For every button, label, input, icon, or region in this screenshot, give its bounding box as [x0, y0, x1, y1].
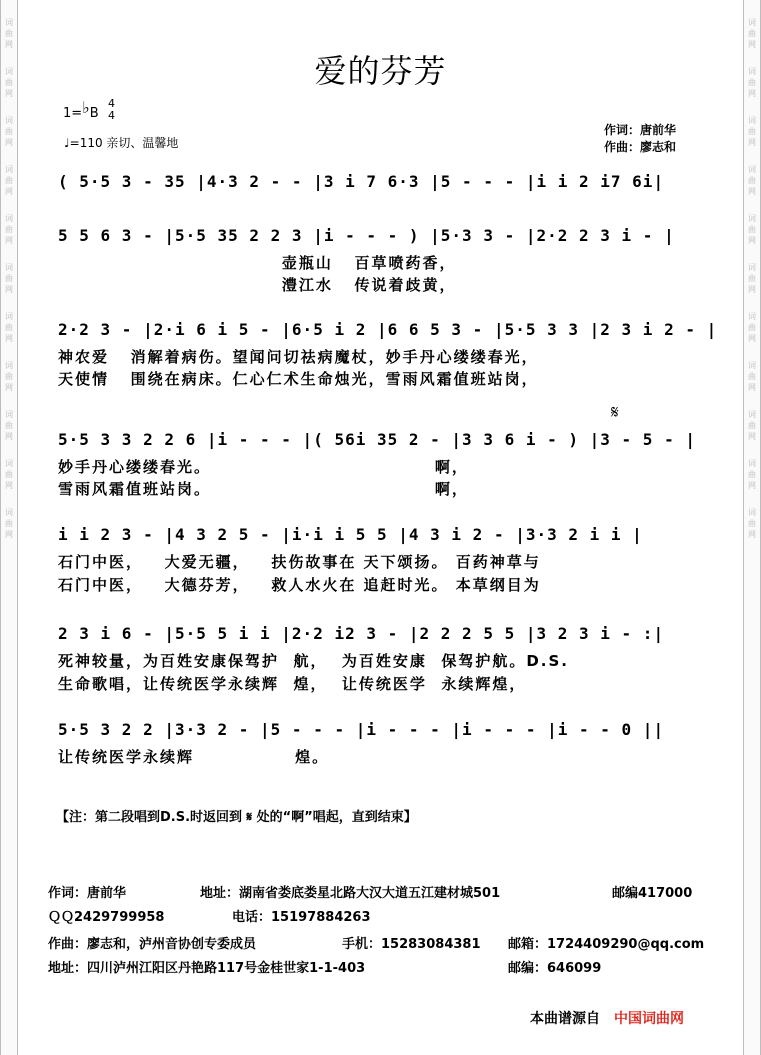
watermark-char: 词	[5, 214, 13, 223]
watermark-char: 曲	[5, 372, 13, 381]
composer: 作曲：廖志和	[604, 140, 677, 154]
lyricist-qq: ＱＱ2429799958	[48, 910, 165, 925]
watermark-char: 曲	[748, 421, 756, 430]
lyric-line-2a: 壶瓶山 百草喷药香，	[58, 254, 457, 272]
watermark-char: 网	[5, 432, 13, 441]
key-signature	[63, 98, 99, 121]
score-line-7: 5·5 3 2 2 |3·3 2 - |5 - - - |i - - - |i - - - |i - - 0 ||	[58, 720, 665, 739]
watermark-char: 网	[748, 530, 756, 539]
lyricist-phone: 电话：15197884263	[232, 910, 371, 925]
watermark-char: 网	[748, 481, 756, 490]
time-signature	[108, 98, 115, 122]
watermark-char: 词	[748, 263, 756, 272]
watermark-char: 网	[748, 334, 756, 343]
watermark-char: 网	[5, 187, 13, 196]
watermark-char: 网	[5, 481, 13, 490]
watermark-char: 网	[5, 40, 13, 49]
watermark-char: 网	[5, 138, 13, 147]
lyricist-postcode: 邮编417000	[612, 886, 693, 901]
watermark-char: 词	[748, 410, 756, 419]
performance-note: 【注：第二段唱到D.S.时返回到 𝄋 处的“啊”唱起，直到结束】	[56, 810, 417, 825]
score-line-4: 5·5 3 3 2 2 6 |i - - - |( 56i 35 2 - |3 3 6 i - ) |3 - 5 - |	[58, 430, 696, 449]
watermark-char: 曲	[748, 372, 756, 381]
watermark-char: 曲	[5, 127, 13, 136]
score-line-6: 2 3 i 6 - |5·5 5 i i |2·2 i2 3 - |2 2 2 5 5 |3 2 3 i - :|	[58, 624, 665, 643]
watermark-char: 词	[748, 361, 756, 370]
watermark-char: 网	[748, 40, 756, 49]
watermark-char: 曲	[5, 519, 13, 528]
watermark-char: 词	[748, 508, 756, 517]
watermark-char: 网	[748, 383, 756, 392]
watermark-char: 词	[5, 361, 13, 370]
right-watermark-strip	[743, 0, 761, 1055]
composer-contact: 作曲：廖志和，泸州音协创专委成员	[48, 937, 257, 952]
lyric-line-3a: 神农爱 消解着病伤。望闻问切祛病魔杖，妙手丹心缕缕春光，	[58, 348, 539, 366]
watermark-char: 曲	[5, 470, 13, 479]
watermark-char: 网	[5, 285, 13, 294]
lyric-line-4a: 妙手丹心缕缕春光。 啊，	[58, 458, 469, 476]
score-line-1: ( 5·5 3 - 35 |4·3 2 - - |3 i 7 6·3 |5 - - - |i i 2 i7 6i|	[58, 172, 665, 191]
watermark-char: 网	[5, 383, 13, 392]
watermark-char: 词	[5, 67, 13, 76]
watermark-char: 网	[748, 138, 756, 147]
watermark-char: 词	[5, 410, 13, 419]
lyricist: 作词：唐前华	[604, 123, 677, 137]
watermark-char: 曲	[748, 78, 756, 87]
watermark-char: 词	[5, 508, 13, 517]
watermark-char: 网	[5, 89, 13, 98]
watermark-char: 曲	[748, 470, 756, 479]
watermark-char: 曲	[748, 274, 756, 283]
watermark-char: 词	[748, 116, 756, 125]
watermark-char: 词	[748, 312, 756, 321]
composer-address: 地址：四川泸州江阳区丹艳路117号金桂世家1-1-403	[48, 961, 366, 976]
watermark-char: 曲	[5, 274, 13, 283]
lyricist-address: 地址：湖南省娄底娄星北路大汉大道五江建材城501	[200, 886, 501, 901]
watermark-char: 词	[748, 18, 756, 27]
watermark-char: 曲	[748, 127, 756, 136]
watermark-char: 词	[5, 312, 13, 321]
watermark-char: 网	[748, 89, 756, 98]
watermark-char: 曲	[748, 176, 756, 185]
watermark-char: 曲	[5, 29, 13, 38]
watermark-char: 词	[5, 459, 13, 468]
score-line-3: 2·2 3 - |2·i 6 i 5 - |6·5 i 2 |6 6 5 3 - |5·5 3 3 |2 3 i 2 - |	[58, 320, 718, 339]
source-brand-link[interactable]: 中国词曲网	[614, 1011, 684, 1027]
watermark-char: 曲	[5, 78, 13, 87]
key-letter: B	[89, 106, 99, 121]
watermark-char: 曲	[748, 225, 756, 234]
watermark-char: 词	[5, 165, 13, 174]
watermark-char: 曲	[748, 323, 756, 332]
lyric-line-6a: 死神较量，为百姓安康保驾护 航， 为百姓安康 保驾护航。D.S.	[58, 652, 569, 670]
watermark-char: 曲	[5, 323, 13, 332]
lyric-line-5b: 石门中医， 大德芬芳， 救人水火在 追赶时光。 本草纲目为	[58, 576, 541, 594]
time-top: 4	[108, 97, 115, 110]
watermark-char: 词	[748, 165, 756, 174]
lyric-line-2b: 澧江水 传说着歧黄，	[58, 276, 457, 294]
composer-postcode: 邮编：646099	[508, 961, 602, 976]
watermark-char: 曲	[5, 225, 13, 234]
score-line-2: 5 5 6 3 - |5·5 35 2 2 3 |i - - - ) |5·3 3 - |2·2 2 3 i - |	[58, 226, 675, 245]
time-bottom: 4	[108, 109, 115, 122]
tempo-marking: ♩=110 亲切、温馨地	[64, 136, 179, 150]
lyric-line-5a: 石门中医， 大爱无疆， 扶伤故事在 天下颂扬。 百药神草与	[58, 553, 541, 571]
score-line-5: i i 2 3 - |4 3 2 5 - |i·i i 5 5 |4 3 i 2 - |3·3 2 i i |	[58, 525, 643, 544]
key-prefix: 1=	[63, 106, 83, 121]
watermark-char: 词	[5, 263, 13, 272]
watermark-char: 网	[5, 530, 13, 539]
left-watermark-strip	[0, 0, 18, 1055]
watermark-char: 曲	[5, 176, 13, 185]
watermark-char: 词	[748, 459, 756, 468]
watermark-char: 曲	[748, 519, 756, 528]
lyric-line-6b: 生命歌唱，让传统医学永续辉 煌， 让传统医学 永续辉煌，	[58, 675, 527, 693]
lyric-line-3b: 天使情 围绕在病床。仁心仁术生命烛光，雪雨风霜值班站岗，	[58, 370, 539, 388]
watermark-char: 网	[748, 187, 756, 196]
watermark-char: 曲	[5, 421, 13, 430]
watermark-char: 网	[748, 285, 756, 294]
song-title: 爱的芬芳	[314, 52, 447, 90]
watermark-char: 词	[748, 214, 756, 223]
watermark-char: 词	[5, 18, 13, 27]
lyricist-contact: 作词：唐前华	[48, 886, 127, 901]
watermark-char: 词	[5, 116, 13, 125]
source-label: 本曲谱源自	[530, 1011, 600, 1027]
watermark-char: 网	[748, 432, 756, 441]
segno-sign: 𝄋	[611, 402, 619, 423]
source-credit	[530, 1008, 684, 1028]
lyric-line-4b: 雪雨风霜值班站岗。 啊，	[58, 480, 469, 498]
watermark-char: 词	[748, 67, 756, 76]
watermark-char: 曲	[748, 29, 756, 38]
watermark-char: 网	[5, 236, 13, 245]
watermark-char: 网	[748, 236, 756, 245]
flat-sign: ♭	[82, 98, 90, 117]
lyric-line-7a: 让传统医学永续辉 煌。	[58, 748, 330, 766]
credits	[604, 122, 676, 156]
composer-mobile: 手机：15283084381	[342, 937, 481, 952]
watermark-char: 网	[5, 334, 13, 343]
composer-email: 邮箱：1724409290@qq.com	[508, 937, 705, 952]
